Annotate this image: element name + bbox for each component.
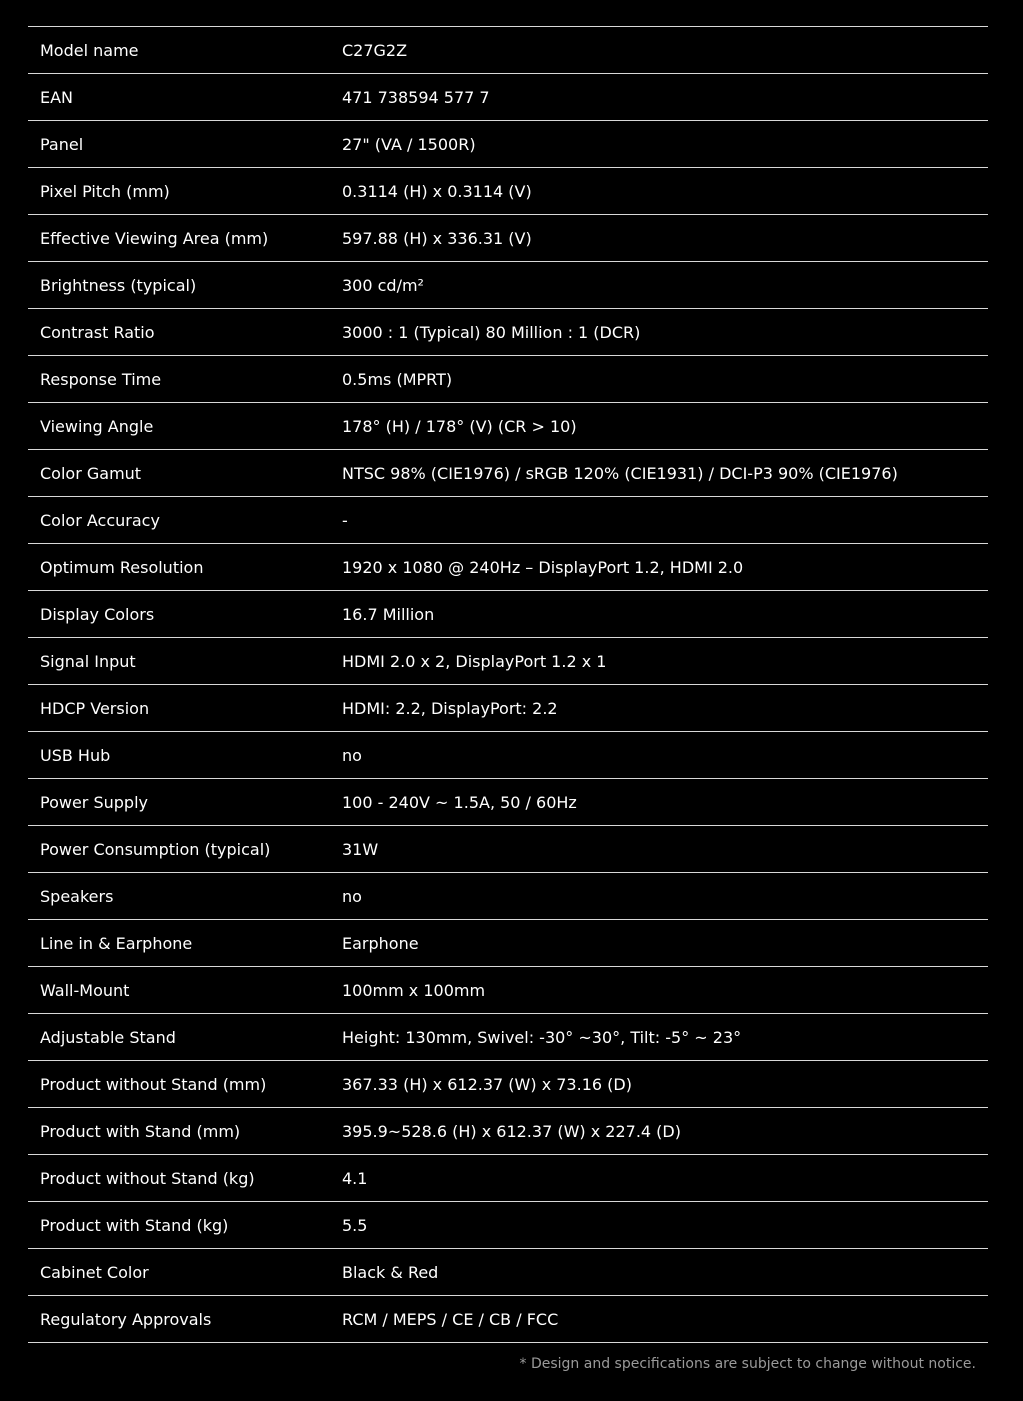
spec-label: Product with Stand (mm) bbox=[40, 1121, 241, 1141]
spec-label: Speakers bbox=[40, 886, 114, 906]
spec-value: HDMI: 2.2, DisplayPort: 2.2 bbox=[342, 698, 558, 718]
spec-value: 1920 x 1080 @ 240Hz – DisplayPort 1.2, HDMI 2.0 bbox=[342, 557, 744, 577]
spec-label: Cabinet Color bbox=[40, 1262, 149, 1282]
spec-row-cabinet-color bbox=[28, 1249, 988, 1296]
spec-label: Wall-Mount bbox=[40, 980, 130, 1000]
spec-label: Product without Stand (kg) bbox=[40, 1168, 255, 1188]
spec-label: Contrast Ratio bbox=[40, 322, 155, 342]
spec-row-product-without-stand-mm bbox=[28, 1061, 988, 1108]
spec-label: Model name bbox=[40, 40, 139, 60]
spec-value: 178° (H) / 178° (V) (CR > 10) bbox=[342, 416, 577, 436]
spec-value: no bbox=[342, 886, 362, 906]
spec-label: Adjustable Stand bbox=[40, 1027, 176, 1047]
spec-label: Color Gamut bbox=[40, 463, 142, 483]
spec-value: 100 - 240V ~ 1.5A, 50 / 60Hz bbox=[342, 792, 577, 812]
spec-label: Brightness (typical) bbox=[40, 275, 197, 295]
spec-label: Response Time bbox=[40, 369, 162, 389]
spec-row-response-time bbox=[28, 356, 988, 403]
spec-value: HDMI 2.0 x 2, DisplayPort 1.2 x 1 bbox=[342, 651, 607, 671]
spec-row-power-consumption bbox=[28, 826, 988, 873]
spec-value: 597.88 (H) x 336.31 (V) bbox=[342, 228, 532, 248]
spec-value: 27" (VA / 1500R) bbox=[342, 134, 476, 154]
spec-value: 471 738594 577 7 bbox=[342, 87, 490, 107]
spec-row-wall-mount bbox=[28, 967, 988, 1014]
spec-row-pixel-pitch bbox=[28, 168, 988, 215]
spec-row-display-colors bbox=[28, 591, 988, 638]
spec-row-panel bbox=[28, 121, 988, 168]
spec-table bbox=[28, 26, 988, 1343]
spec-value: no bbox=[342, 745, 362, 765]
spec-label: Product without Stand (mm) bbox=[40, 1074, 267, 1094]
spec-label: Display Colors bbox=[40, 604, 155, 624]
spec-value: RCM / MEPS / CE / CB / FCC bbox=[342, 1309, 559, 1329]
spec-row-ean bbox=[28, 74, 988, 121]
spec-value: 367.33 (H) x 612.37 (W) x 73.16 (D) bbox=[342, 1074, 632, 1094]
disclaimer-footnote: * Design and specifications are subject to change without notice. bbox=[519, 1356, 976, 1372]
spec-row-hdcp-version bbox=[28, 685, 988, 732]
spec-value: 31W bbox=[342, 839, 379, 859]
spec-label: USB Hub bbox=[40, 745, 111, 765]
spec-value: NTSC 98% (CIE1976) / sRGB 120% (CIE1931) / DCI-P3 90% (CIE1976) bbox=[342, 463, 898, 483]
spec-value: Earphone bbox=[342, 933, 419, 953]
spec-label: HDCP Version bbox=[40, 698, 150, 718]
spec-row-product-with-stand-kg bbox=[28, 1202, 988, 1249]
spec-row-model-name bbox=[28, 27, 988, 74]
spec-value: - bbox=[342, 510, 348, 530]
spec-label: Optimum Resolution bbox=[40, 557, 204, 577]
spec-value: 4.1 bbox=[342, 1168, 368, 1188]
spec-label: Line in & Earphone bbox=[40, 933, 193, 953]
spec-row-speakers bbox=[28, 873, 988, 920]
spec-row-signal-input bbox=[28, 638, 988, 685]
spec-row-usb-hub bbox=[28, 732, 988, 779]
spec-label: Power Supply bbox=[40, 792, 148, 812]
spec-value: 0.5ms (MPRT) bbox=[342, 369, 453, 389]
spec-value: C27G2Z bbox=[342, 40, 408, 60]
spec-label: Panel bbox=[40, 134, 84, 154]
spec-value: 300 cd/m² bbox=[342, 275, 424, 295]
spec-label: Signal Input bbox=[40, 651, 136, 671]
spec-row-effective-viewing-area bbox=[28, 215, 988, 262]
spec-value: Black & Red bbox=[342, 1262, 439, 1282]
spec-row-product-without-stand-kg bbox=[28, 1155, 988, 1202]
spec-row-viewing-angle bbox=[28, 403, 988, 450]
spec-row-optimum-resolution bbox=[28, 544, 988, 591]
spec-row-product-with-stand-mm bbox=[28, 1108, 988, 1155]
spec-row-color-accuracy bbox=[28, 497, 988, 544]
spec-row-contrast-ratio bbox=[28, 309, 988, 356]
spec-value: 16.7 Million bbox=[342, 604, 435, 624]
spec-label: Color Accuracy bbox=[40, 510, 160, 530]
spec-value: 3000 : 1 (Typical) 80 Million : 1 (DCR) bbox=[342, 322, 641, 342]
spec-value: 0.3114 (H) x 0.3114 (V) bbox=[342, 181, 532, 201]
spec-value: 395.9~528.6 (H) x 612.37 (W) x 227.4 (D) bbox=[342, 1121, 681, 1141]
spec-row-color-gamut bbox=[28, 450, 988, 497]
spec-row-adjustable-stand bbox=[28, 1014, 988, 1061]
spec-row-power-supply bbox=[28, 779, 988, 826]
spec-label: Product with Stand (kg) bbox=[40, 1215, 229, 1235]
spec-label: Effective Viewing Area (mm) bbox=[40, 228, 269, 248]
spec-value: 100mm x 100mm bbox=[342, 980, 486, 1000]
spec-row-regulatory-approvals bbox=[28, 1296, 988, 1343]
spec-label: Viewing Angle bbox=[40, 416, 154, 436]
spec-value: Height: 130mm, Swivel: -30° ~30°, Tilt: -5° ~ 23° bbox=[342, 1027, 742, 1047]
spec-label: Pixel Pitch (mm) bbox=[40, 181, 170, 201]
spec-row-line-in-earphone bbox=[28, 920, 988, 967]
spec-label: EAN bbox=[40, 87, 74, 107]
spec-label: Regulatory Approvals bbox=[40, 1309, 212, 1329]
spec-value: 5.5 bbox=[342, 1215, 368, 1235]
spec-row-brightness bbox=[28, 262, 988, 309]
spec-label: Power Consumption (typical) bbox=[40, 839, 271, 859]
